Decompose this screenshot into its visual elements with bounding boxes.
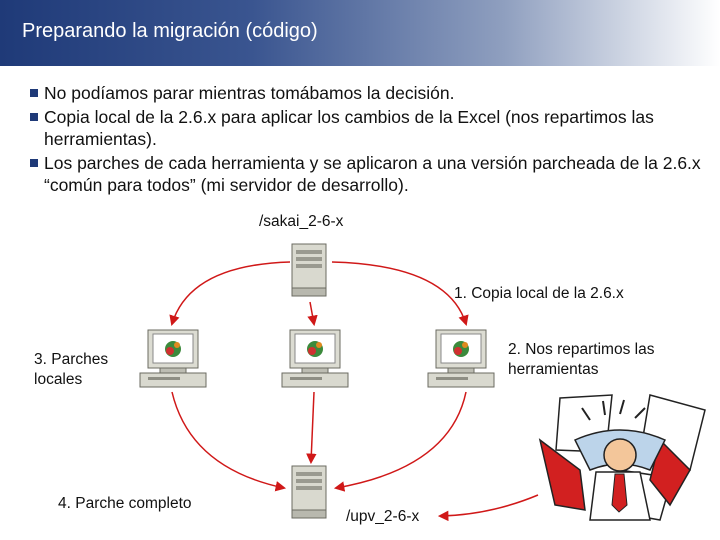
arrow-to-server-bottom: [172, 392, 284, 488]
server-top-label: /sakai_2-6-x: [259, 213, 344, 230]
workstation-icon: [428, 330, 494, 387]
server-icon: [292, 244, 326, 296]
workstation-icon: [282, 330, 348, 387]
bullet-text: Copia local de la 2.6.x para aplicar los cambios de la Excel (nos repartimos las herramientas).: [44, 107, 654, 149]
server-bottom-label: /upv_2-6-x: [346, 508, 420, 525]
step2-label: 2. Nos repartimos las herramientas: [508, 341, 655, 378]
server-icon: [292, 466, 326, 518]
arrow-to-pc-left: [172, 262, 290, 324]
step3-label: 3. Parches locales: [34, 351, 109, 388]
workstation-icon: [140, 330, 206, 387]
arrow-to-pc-center: [310, 302, 314, 324]
arrow-to-pc-right: [332, 262, 466, 324]
bullet-text: No podíamos parar mientras tomábamos la decisión.: [44, 83, 455, 103]
arrow-from-right-pc: [336, 392, 466, 488]
bullet-text: Los parches de cada herramienta y se aplicaron a una versión parcheada de la 2.6.x “común para todos” (mi servidor de desarrollo).: [44, 153, 701, 195]
arrow-from-clipart: [440, 495, 538, 516]
step1-label: 1. Copia local de la 2.6.x: [454, 285, 624, 302]
step4-label: 4. Parche completo: [58, 495, 192, 512]
stressed-person-clipart: [540, 395, 705, 520]
slide-title: Preparando la migración (código): [22, 20, 318, 42]
arrow-center-to-server: [311, 392, 314, 462]
